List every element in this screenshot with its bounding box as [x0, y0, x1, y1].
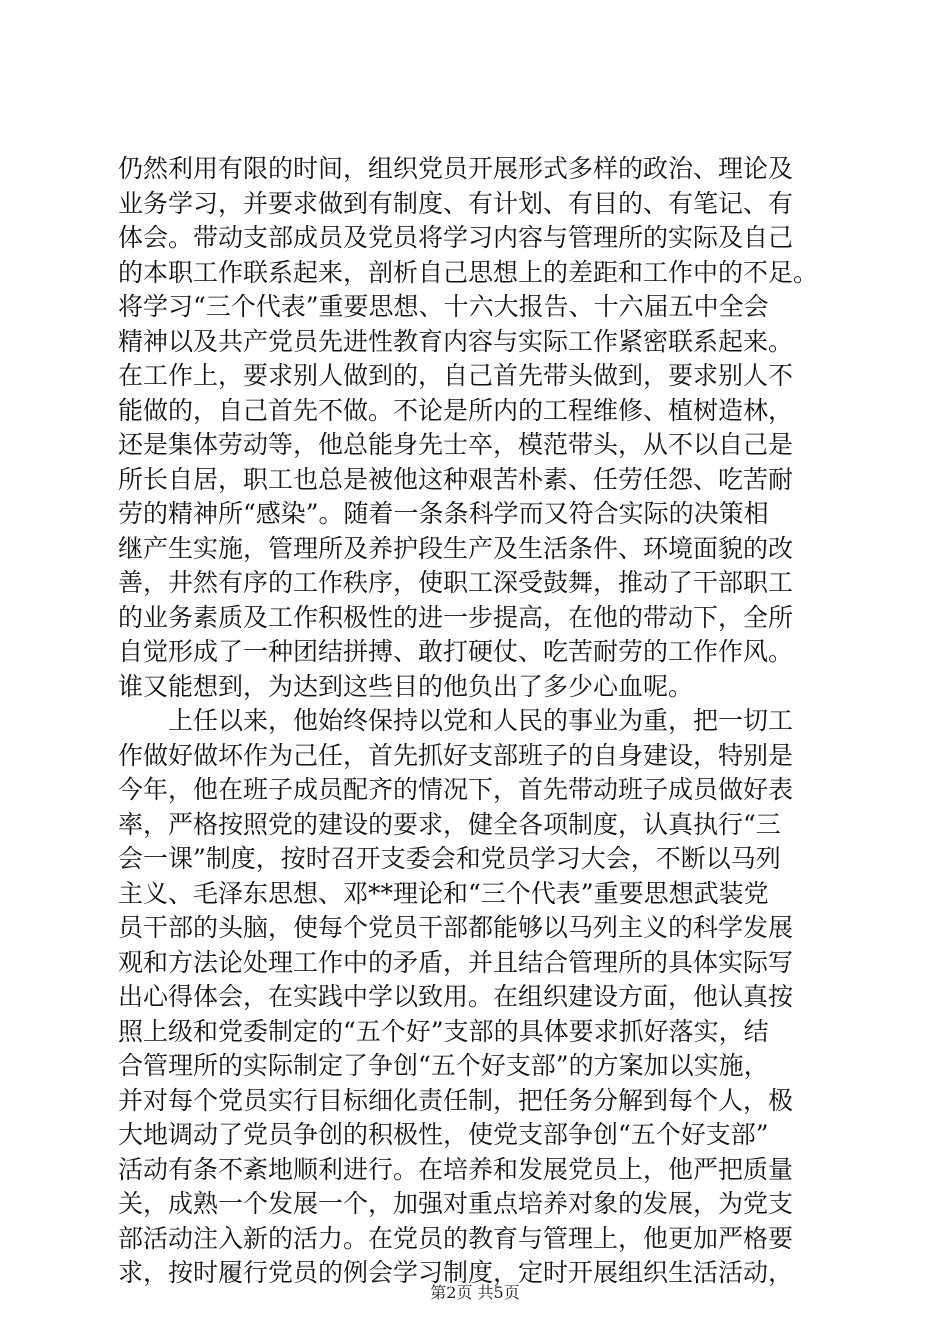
text-line: 还是集体劳动等，他总能身先士卒，模范带头，从不以自己是 — [118, 430, 794, 459]
body-text — [118, 152, 848, 1291]
text-line: 今年，他在班子成员配齐的情况下，首先带动班子成员做好表 — [118, 775, 794, 804]
text-line: 关，成熟一个发展一个，加强对重点培养对象的发展，为党支 — [118, 1189, 794, 1218]
text-line: 上任以来，他始终保持以党和人民的事业为重，把一切工 — [118, 706, 794, 735]
text-line: 所长自居，职工也总是被他这种艰苦朴素、任劳任怨、吃苦耐 — [118, 464, 794, 494]
text-line: 合管理所的实际制定了争创“五个好支部”的方案加以实施， — [118, 1051, 769, 1080]
text-line: 体会。带动支部成员及党员将学习内容与管理所的实际及自己 — [118, 223, 794, 252]
text-line: 精神以及共产党员先进性教育内容与实际工作紧密联系起来。 — [118, 326, 794, 356]
text-line: 求，按时履行党员的例会学习制度，定时开展组织生活活动， — [118, 1258, 794, 1287]
text-line: 大地调动了党员争创的积极性，使党支部争创“五个好支部” — [118, 1120, 769, 1149]
text-line: 谁又能想到，为达到这些目的他负出了多少心血呢。 — [118, 671, 694, 701]
page-number-footer: 第2页 共5页 — [430, 1283, 520, 1302]
text-line: 会一课”制度，按时召开支委会和党员学习大会，不断以马列 — [118, 844, 781, 873]
text-line: 主义、毛泽东思想、邓**理论和“三个代表”重要思想武装党 — [118, 878, 769, 908]
text-line: 能做的，自己首先不做。不论是所内的工程维修、植树造林， — [118, 395, 794, 425]
text-line: 部活动注入新的活力。在党员的教育与管理上，他更加严格要 — [118, 1223, 794, 1253]
text-line: 善，井然有序的工作秩序，使职工深受鼓舞，推动了干部职工 — [118, 568, 794, 597]
text-line: 观和方法论处理工作中的矛盾，并且结合管理所的具体实际写 — [118, 947, 794, 977]
text-line: 作做好做坏作为己任，首先抓好支部班子的自身建设，特别是 — [118, 740, 794, 770]
text-line: 率，严格按照党的建设的要求，健全各项制度，认真执行“三 — [118, 809, 781, 839]
text-line: 照上级和党委制定的“五个好”支部的具体要求抓好落实，结 — [118, 1016, 769, 1046]
text-line: 在工作上，要求别人做到的，自己首先带头做到，要求别人不 — [118, 361, 794, 390]
text-line: 仍然利用有限的时间，组织党员开展形式多样的政治、理论及 — [118, 154, 794, 183]
text-line: 的本职工作联系起来，剖析自己思想上的差距和工作中的不足。 — [118, 257, 819, 287]
text-line: 的业务素质及工作积极性的进一步提高，在他的带动下，全所 — [118, 602, 794, 632]
text-line: 业务学习，并要求做到有制度、有计划、有目的、有笔记、有 — [118, 188, 794, 218]
text-line: 自觉形成了一种团结拼搏、敢打硬仗、吃苦耐劳的工作作风。 — [118, 637, 794, 666]
text-line: 并对每个党员实行目标细化责任制，把任务分解到每个人，极 — [118, 1085, 794, 1115]
text-line: 员干部的头脑，使每个党员干部都能够以马列主义的科学发展 — [118, 913, 794, 942]
text-line: 活动有条不紊地顺利进行。在培养和发展党员上，他严把质量 — [118, 1154, 794, 1184]
text-line: 劳的精神所“感染”。随着一条条科学而又符合实际的决策相 — [118, 499, 769, 528]
text-line: 继产生实施，管理所及养护段生产及生活条件、环境面貌的改 — [118, 533, 794, 563]
text-line: 出心得体会，在实践中学以致用。在组织建设方面，他认真按 — [118, 982, 794, 1011]
text-line: 将学习“三个代表”重要思想、十六大报告、十六届五中全会 — [118, 292, 769, 321]
